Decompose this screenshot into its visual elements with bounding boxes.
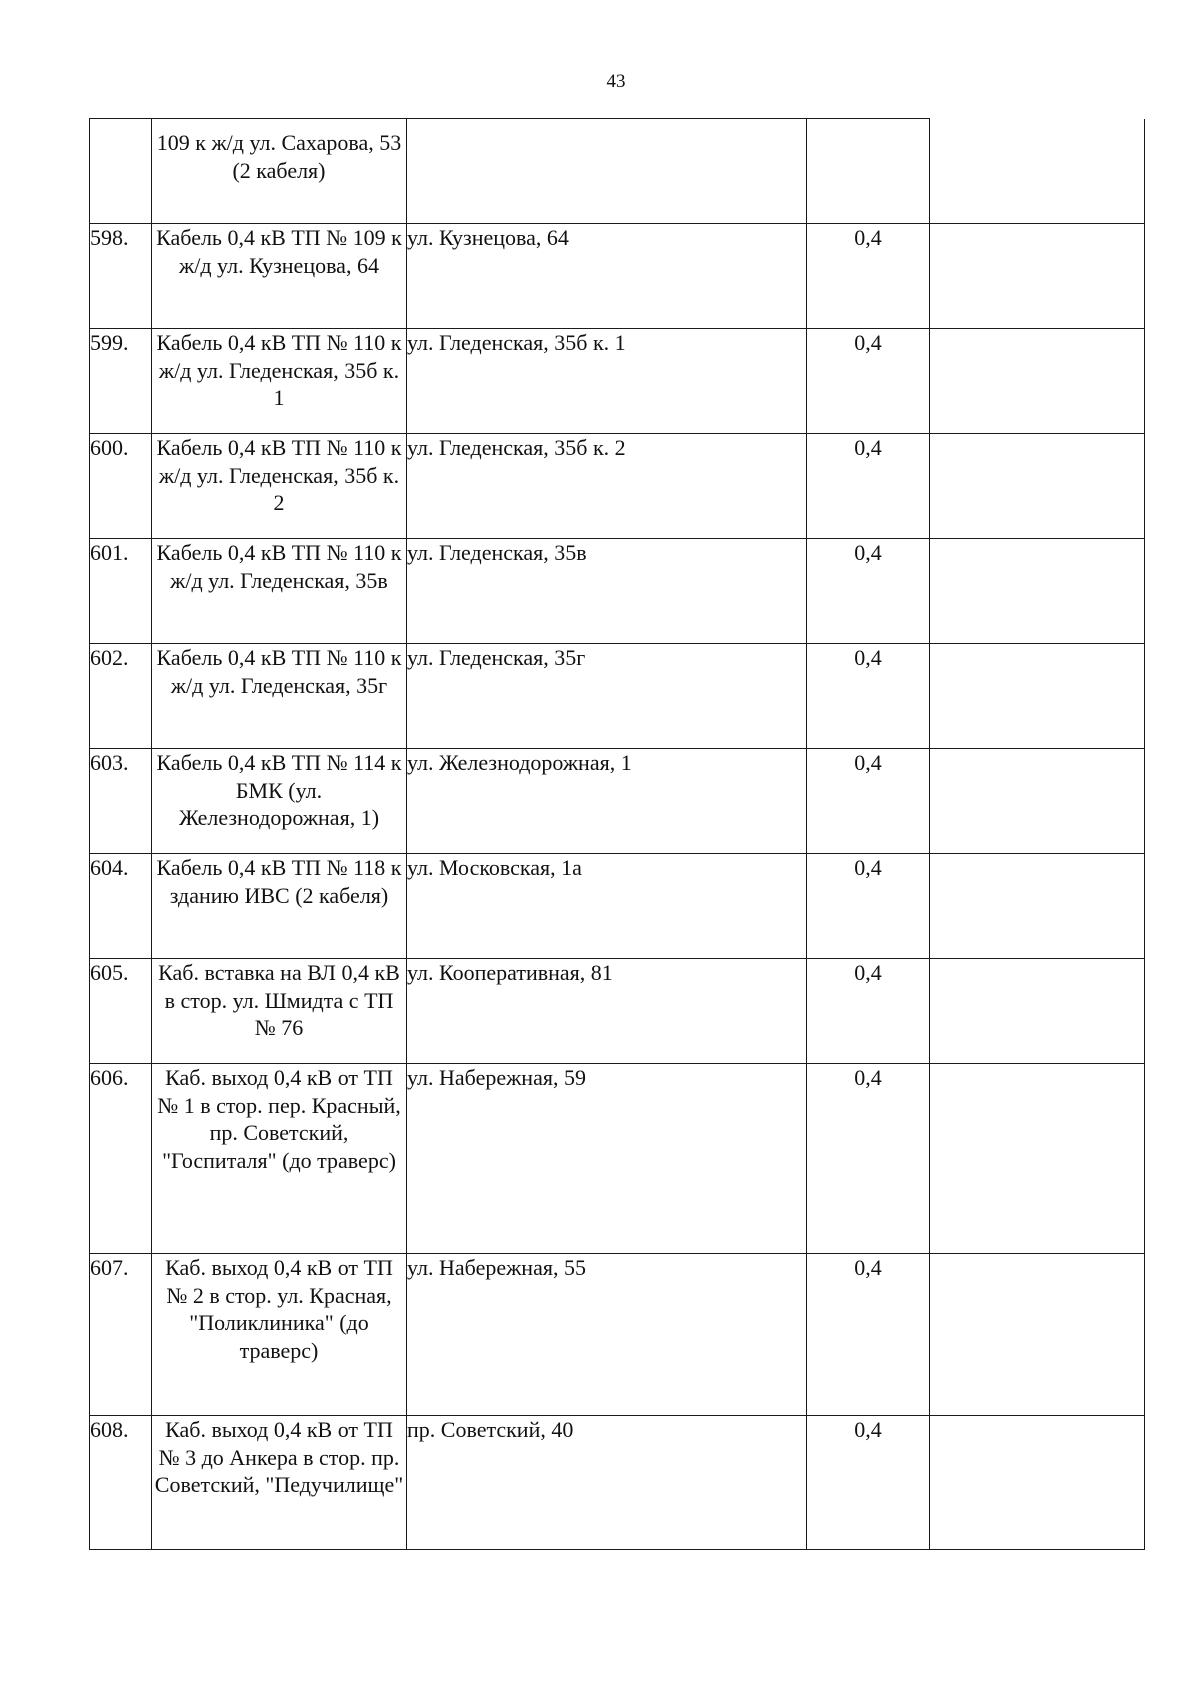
address-cell: ул. Кузнецова, 64: [407, 224, 807, 329]
voltage-cell: [807, 119, 930, 224]
voltage-cell: 0,4: [807, 434, 930, 539]
table-row: [90, 434, 1145, 539]
table-row: [90, 644, 1145, 749]
object-name-cell: Кабель 0,4 кВ ТП № 110 к ж/д ул. Гледенская, 35г: [152, 644, 407, 749]
extra-cell: [930, 749, 1145, 854]
address-cell: [407, 119, 807, 224]
object-name-cell: Кабель 0,4 кВ ТП № 110 к ж/д ул. Гледенская, 35в: [152, 539, 407, 644]
address-cell: ул. Железнодорожная, 1: [407, 749, 807, 854]
object-name-cell: Каб. выход 0,4 кВ от ТП № 2 в стор. ул. Красная, "Поликлиника" (до траверс): [152, 1254, 407, 1416]
table-row: [90, 224, 1145, 329]
extra-cell: [930, 1254, 1145, 1416]
extra-cell: [930, 539, 1145, 644]
table-row: [90, 749, 1145, 854]
address-cell: ул. Московская, 1а: [407, 854, 807, 959]
address-cell: ул. Набережная, 55: [407, 1254, 807, 1416]
extra-cell: [930, 854, 1145, 959]
object-name-cell: Каб. вставка на ВЛ 0,4 кВ в стор. ул. Шмидта с ТП № 76: [152, 959, 407, 1064]
voltage-cell: 0,4: [807, 1416, 930, 1550]
extra-cell: [930, 224, 1145, 329]
address-cell: ул. Набережная, 59: [407, 1064, 807, 1254]
table-row: [90, 1416, 1145, 1550]
table-row: [90, 329, 1145, 434]
row-number-cell: 598.: [90, 224, 152, 329]
row-number-cell: 601.: [90, 539, 152, 644]
row-number-cell: 602.: [90, 644, 152, 749]
table-row: [90, 119, 1145, 224]
voltage-cell: 0,4: [807, 854, 930, 959]
voltage-cell: 0,4: [807, 644, 930, 749]
row-number-cell: 600.: [90, 434, 152, 539]
row-number-cell: 604.: [90, 854, 152, 959]
table-row: [90, 1254, 1145, 1416]
object-name-cell: Кабель 0,4 кВ ТП № 110 к ж/д ул. Гледенская, 35б к. 1: [152, 329, 407, 434]
object-name-cell: Кабель 0,4 кВ ТП № 118 к зданию ИВС (2 кабеля): [152, 854, 407, 959]
address-cell: ул. Гледенская, 35г: [407, 644, 807, 749]
row-number-cell: 603.: [90, 749, 152, 854]
address-cell: ул. Гледенская, 35б к. 2: [407, 434, 807, 539]
extra-cell: [930, 1416, 1145, 1550]
row-number-cell: 599.: [90, 329, 152, 434]
address-cell: пр. Советский, 40: [407, 1416, 807, 1550]
row-number-cell: 608.: [90, 1416, 152, 1550]
object-name-cell: Кабель 0,4 кВ ТП № 110 к ж/д ул. Гледенская, 35б к. 2: [152, 434, 407, 539]
row-number-cell: 606.: [90, 1064, 152, 1254]
table-row: [90, 854, 1145, 959]
object-name-cell: 109 к ж/д ул. Сахарова, 53 (2 кабеля): [152, 119, 407, 224]
object-name-cell: Каб. выход 0,4 кВ от ТП № 3 до Анкера в стор. пр. Советский, "Педучилище": [152, 1416, 407, 1550]
table-row: [90, 1064, 1145, 1254]
extra-cell: [930, 119, 1145, 224]
voltage-cell: 0,4: [807, 224, 930, 329]
row-number-cell: [90, 119, 152, 224]
extra-cell: [930, 434, 1145, 539]
object-name-cell: Кабель 0,4 кВ ТП № 114 к БМК (ул. Железнодорожная, 1): [152, 749, 407, 854]
voltage-cell: 0,4: [807, 749, 930, 854]
voltage-cell: 0,4: [807, 959, 930, 1064]
table-row: [90, 539, 1145, 644]
extra-cell: [930, 329, 1145, 434]
voltage-cell: 0,4: [807, 1254, 930, 1416]
row-number-cell: 607.: [90, 1254, 152, 1416]
object-name-cell: Кабель 0,4 кВ ТП № 109 к ж/д ул. Кузнецова, 64: [152, 224, 407, 329]
voltage-cell: 0,4: [807, 1064, 930, 1254]
object-name-cell: Каб. выход 0,4 кВ от ТП № 1 в стор. пер. Красный, пр. Советский, "Госпиталя" (до траверс): [152, 1064, 407, 1254]
address-cell: ул. Гледенская, 35б к. 1: [407, 329, 807, 434]
page-number: 43: [606, 71, 626, 92]
extra-cell: [930, 1064, 1145, 1254]
row-number-cell: 605.: [90, 959, 152, 1064]
address-cell: ул. Кооперативная, 81: [407, 959, 807, 1064]
extra-cell: [930, 959, 1145, 1064]
table-row: [90, 959, 1145, 1064]
voltage-cell: 0,4: [807, 539, 930, 644]
extra-cell: [930, 644, 1145, 749]
address-cell: ул. Гледенская, 35в: [407, 539, 807, 644]
voltage-cell: 0,4: [807, 329, 930, 434]
cable-registry-table: [89, 118, 1145, 1550]
